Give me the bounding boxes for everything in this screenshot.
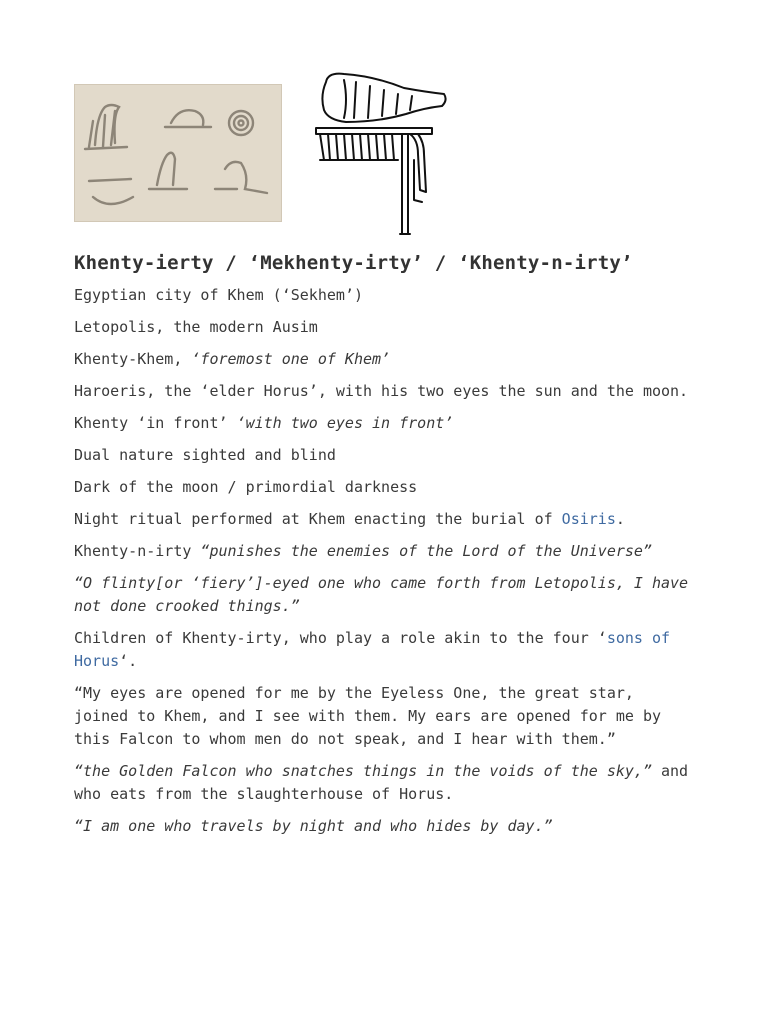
italic-text: “punishes the enemies of the Lord of the Universe” <box>200 542 652 560</box>
text-line-dark-moon: Dark of the moon / primordial darkness <box>74 478 418 496</box>
text-line-punishes <box>74 540 694 563</box>
text-line-flinty-eyed: “O flinty[or ‘fiery’]-eyed one who came forth from Letopolis, I have not done crooked things.” <box>74 574 689 615</box>
hieroglyph-figures <box>74 70 494 240</box>
hieroglyph-stone-icon <box>75 85 281 221</box>
plain-text: . <box>615 510 625 528</box>
text-line-dual-nature: Dual nature sighted and blind <box>74 446 336 464</box>
article-content <box>74 252 694 847</box>
offering-table-icon <box>314 70 454 238</box>
text-line-khenty-khem <box>74 348 694 371</box>
text-line-eyes-opened: “My eyes are opened for me by the Eyeless One, the great star, joined to Khem, and I see with them. My ears are opened for me by this Falcon to whom men do not speak, and I hear with them.” <box>74 684 661 748</box>
text-line-khenty-front <box>74 412 694 435</box>
text-line-letopolis: Letopolis, the modern Ausim <box>74 318 318 336</box>
hieroglyph-stone-image <box>74 84 282 222</box>
text-line-city: Egyptian city of Khem (‘Sekhem’) <box>74 286 363 304</box>
text-line-travels-night: “I am one who travels by night and who hides by day.” <box>74 817 553 835</box>
offering-table-sketch <box>314 70 454 238</box>
plain-text: ‘. <box>119 652 138 670</box>
italic-text: “the Golden Falcon who snatches things in the voids of the sky,” <box>74 762 652 780</box>
plain-text: and who eats from the slaughterhouse of Horus. <box>74 762 689 803</box>
plain-text: Khenty-n-irty <box>74 542 201 560</box>
italic-text: ‘with two eyes in front’ <box>236 414 454 432</box>
osiris-link[interactable]: Osiris <box>561 510 616 528</box>
text-line-golden-falcon <box>74 760 694 806</box>
text-line-haroeris: Haroeris, the ‘elder Horus’, with his two eyes the sun and the moon. <box>74 382 689 400</box>
text-line-night-ritual <box>74 508 694 531</box>
italic-text: ‘foremost one of Khem’ <box>191 350 391 368</box>
plain-text: Khenty ‘in front’ <box>74 414 237 432</box>
plain-text: Night ritual performed at Khem enacting the burial of <box>74 510 562 528</box>
page-title: Khenty-ierty / ‘Mekhenty-irty’ / ‘Khenty-n-irty’ <box>74 252 633 274</box>
plain-text: Khenty-Khem, <box>74 350 192 368</box>
plain-text: Children of Khenty-irty, who play a role akin to the four ‘ <box>74 629 607 647</box>
text-line-children <box>74 627 694 673</box>
sons-of-horus-link[interactable]: sons of Horus <box>74 629 671 670</box>
